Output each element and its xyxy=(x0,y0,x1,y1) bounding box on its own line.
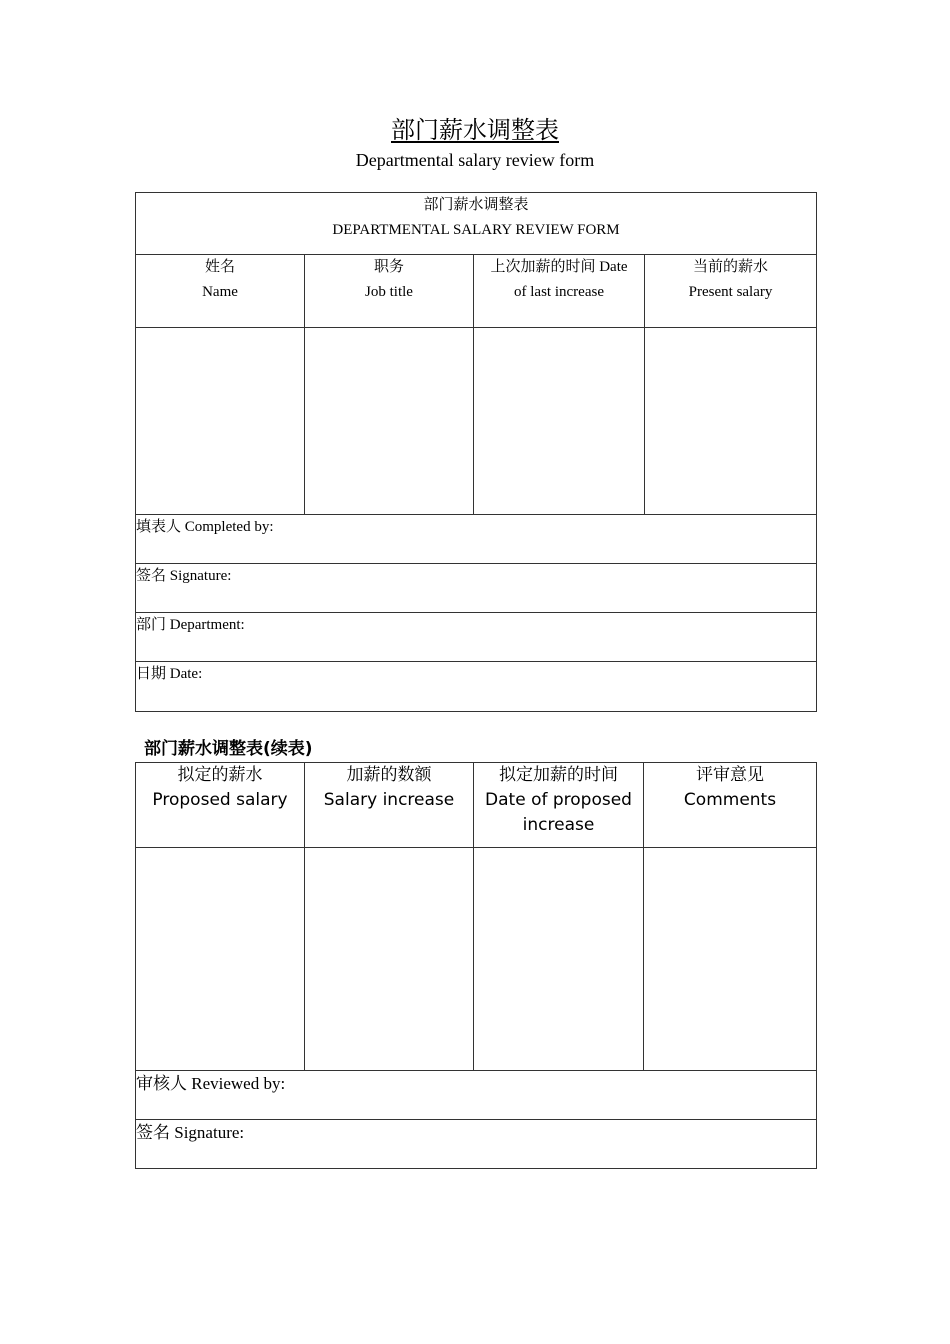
continued-form-label: 部门薪水调整表(续表) xyxy=(144,739,313,759)
present-salary-input-cell[interactable] xyxy=(645,328,817,515)
form-heading-cell xyxy=(136,193,817,255)
proposed-date-input-cell[interactable] xyxy=(474,848,644,1071)
column-header-salary-increase xyxy=(305,763,474,848)
column-header-en: Job title xyxy=(365,284,413,300)
date-label: 日期 Date: xyxy=(136,666,203,682)
column-header-last-increase xyxy=(474,255,645,328)
column-header-en: Proposed salary xyxy=(152,790,288,810)
column-header-present-salary xyxy=(645,255,817,328)
comments-input-cell[interactable] xyxy=(644,848,817,1071)
reviewed-by-label: 审核人 Reviewed by: xyxy=(136,1074,286,1093)
column-header-proposed-date xyxy=(474,763,644,848)
column-header-comments xyxy=(644,763,817,848)
reviewed-by-field[interactable] xyxy=(136,1071,817,1120)
department-field[interactable] xyxy=(136,613,817,662)
column-header-cn: 评审意见 xyxy=(696,765,764,785)
salary-review-continued-table xyxy=(135,762,817,1169)
column-header-cn: 当前的薪水 xyxy=(693,259,769,275)
form-heading-en: DEPARTMENTAL SALARY REVIEW FORM xyxy=(332,222,620,238)
column-header-en: Present salary xyxy=(688,284,773,300)
completed-by-field[interactable] xyxy=(136,515,817,564)
reviewer-signature-label: 签名 Signature: xyxy=(136,1123,245,1142)
signature-field[interactable] xyxy=(136,564,817,613)
column-header-en-cont: increase xyxy=(522,815,595,835)
column-header-en: Salary increase xyxy=(323,790,455,810)
column-header-job-title xyxy=(305,255,474,328)
column-header-en: Name xyxy=(202,284,238,300)
column-header-cn: 拟定的薪水 xyxy=(177,765,263,785)
column-header-cn: 姓名 xyxy=(204,259,235,275)
column-header-cn: 上次加薪的时间 Date xyxy=(490,259,628,275)
salary-increase-input-cell[interactable] xyxy=(305,848,474,1071)
page-title: 部门薪水调整表 xyxy=(391,118,559,144)
department-label: 部门 Department: xyxy=(136,617,245,633)
form-heading-cn: 部门薪水调整表 xyxy=(423,197,529,213)
page-subtitle: Departmental salary review form xyxy=(355,150,595,170)
salary-review-table xyxy=(135,192,817,712)
column-header-cn: 职务 xyxy=(373,259,404,275)
signature-label: 签名 Signature: xyxy=(136,568,232,584)
column-header-cn: 拟定加薪的时间 xyxy=(499,765,618,785)
column-header-name xyxy=(136,255,305,328)
column-header-en: of last increase xyxy=(514,284,604,300)
job-title-input-cell[interactable] xyxy=(305,328,474,515)
name-input-cell[interactable] xyxy=(136,328,305,515)
completed-by-label: 填表人 Completed by: xyxy=(136,519,274,535)
proposed-salary-input-cell[interactable] xyxy=(136,848,305,1071)
reviewer-signature-field[interactable] xyxy=(136,1120,817,1169)
column-header-en: Comments xyxy=(683,790,777,810)
column-header-cn: 加薪的数额 xyxy=(346,765,432,785)
column-header-en: Date of proposed xyxy=(485,790,632,810)
last-increase-input-cell[interactable] xyxy=(474,328,645,515)
column-header-proposed-salary xyxy=(136,763,305,848)
date-field[interactable] xyxy=(136,662,817,712)
